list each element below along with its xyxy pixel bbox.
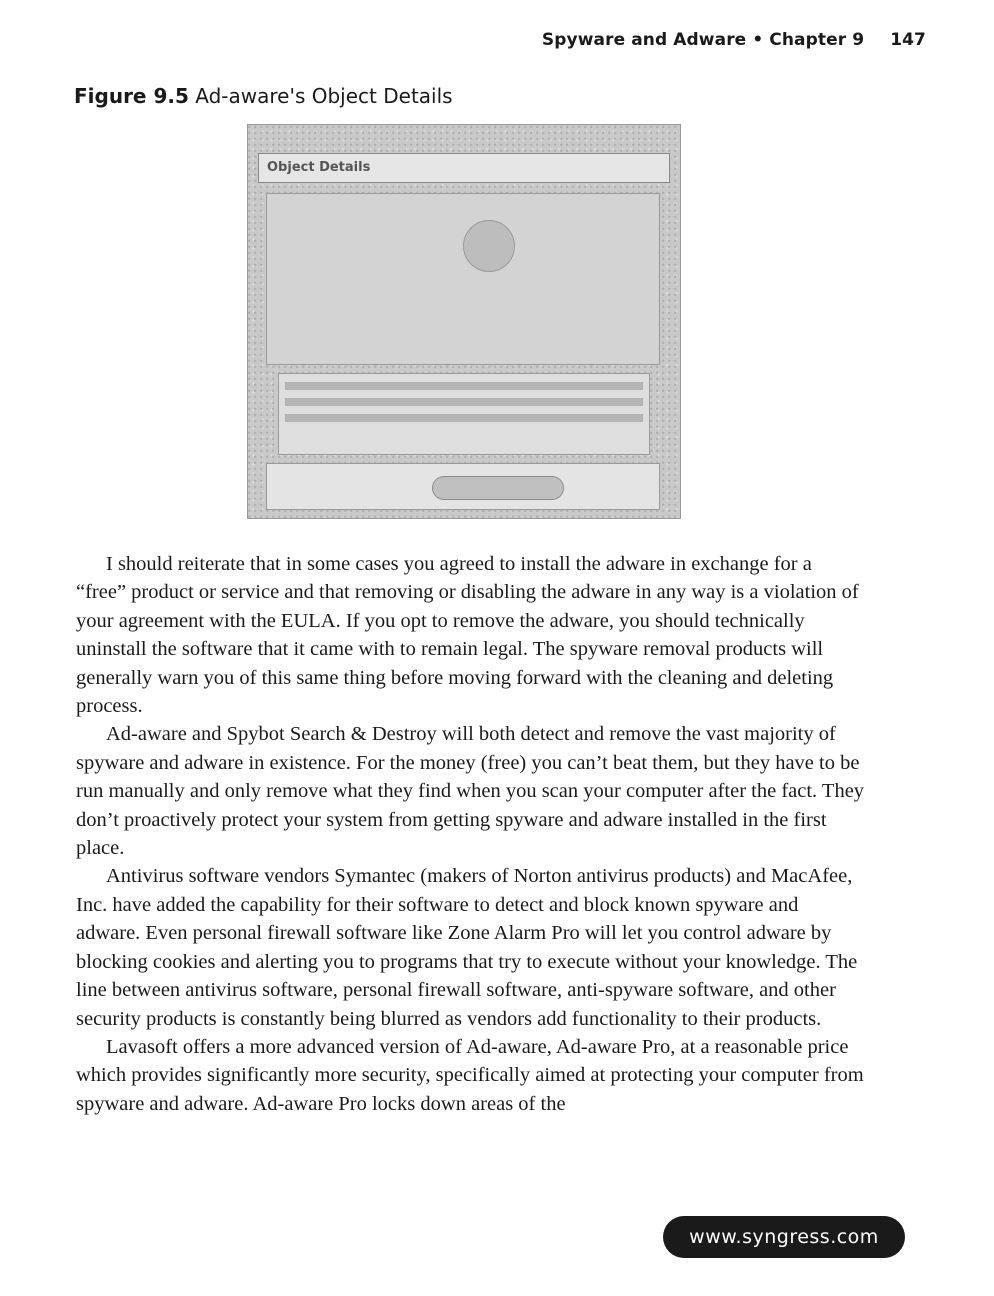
screenshot-object-icon (463, 220, 515, 272)
screenshot-footer (266, 463, 660, 510)
screenshot-titlebar (258, 153, 670, 183)
footer-url: www.syngress.com (689, 1226, 879, 1248)
screenshot-close-button (432, 476, 564, 500)
figure-screenshot (247, 124, 681, 519)
running-header (542, 30, 926, 50)
running-title: Spyware and Adware (541, 30, 747, 50)
header-separator: • (752, 30, 764, 50)
paragraph: Ad-aware and Spybot Search & Destroy will both detect and remove the vast majority of spyware and adware in existence. For the money (free) you can’t beat them, but they have to be run manually and only remove what they find when you scan your computer after the fact. They don’t proactively protect your system from getting spyware and adware installed in the first place. (76, 723, 865, 860)
screenshot-list-row (285, 382, 643, 390)
chapter-label: Chapter 9 (769, 30, 865, 50)
paragraph: I should reiterate that in some cases you agreed to install the adware in exchange for a “free” product or service and that removing or disabling the adware in any way is a violation of your agreement with the EULA. If you opt to remove the adware, you should technically uninstall the software that it came with to remain legal. The spyware removal products will generally warn you of this same thing before moving forward with the cleaning and deleting process. (76, 553, 859, 718)
paragraph: Lavasoft offers a more advanced version of Ad-aware, Ad-aware Pro, at a reasonable price which provides significantly more security, specifically aimed at protecting your computer from spyware and adware. Ad-aware Pro locks down areas of the (76, 1035, 864, 1115)
figure-caption-text: Ad-aware's Object Details (195, 84, 453, 108)
figure-label: Figure 9.5 (74, 84, 189, 108)
page-number: 147 (890, 30, 926, 50)
screenshot-list-row (285, 414, 643, 422)
footer-url-badge (663, 1216, 905, 1258)
screenshot-list-row (285, 398, 643, 406)
figure-caption (74, 84, 453, 108)
screenshot-details-panel (266, 193, 660, 365)
paragraph: Antivirus software vendors Symantec (makers of Norton antivirus products) and MacAfee, Inc. have added the capability for their software to detect and block known spyware and adware. Even personal firewall software like Zone Alarm Pro will let you control adware by blocking cookies and alerting you to programs that try to execute without your knowledge. The line between antivirus software, personal firewall software, anti-spyware software, and other security products is constantly being blurred as vendors add functionality to their products. (76, 865, 858, 1030)
screenshot-title: Object Details (267, 160, 371, 175)
screenshot-object-list (278, 373, 650, 455)
body-text (76, 550, 866, 1118)
